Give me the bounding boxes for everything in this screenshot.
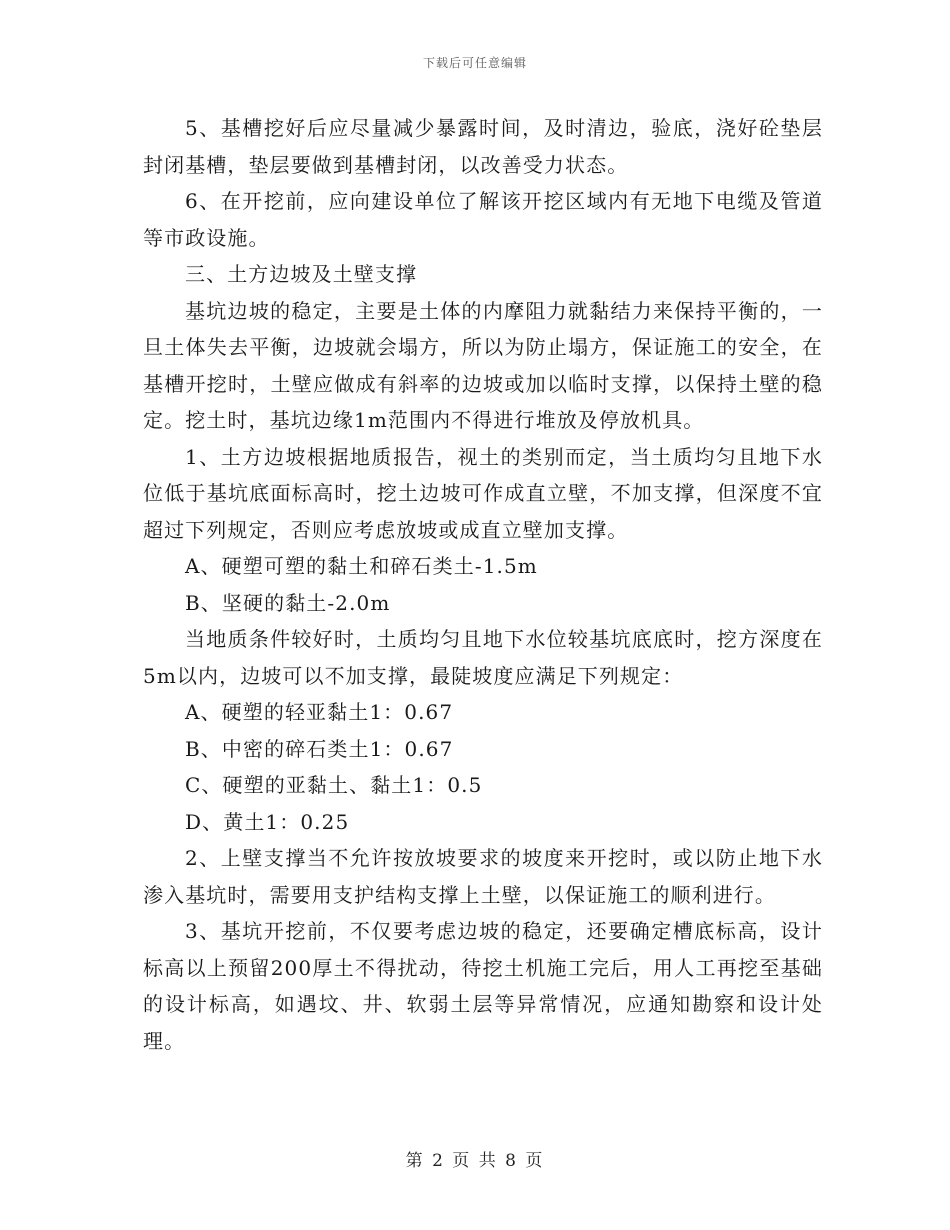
document-body xyxy=(143,110,823,1059)
section-heading: 三、土方边坡及土壁支撑 xyxy=(185,262,418,286)
list-item: B、中密的碎石类土1：0.67 xyxy=(185,736,454,761)
list-item: C、硬塑的亚黏土、黏土1：0.5 xyxy=(185,773,483,797)
paragraph: 2、上壁支撑当不允许按放坡要求的坡度来开挖时，或以防止地下水渗入基坑时，需要用支护结构支撑上土壁，以保证施工的顺利进行。 xyxy=(143,846,823,907)
list-item: B、坚硬的黏土-2.0m xyxy=(185,590,391,615)
list-item: A、硬塑的轻亚黏土1：0.67 xyxy=(185,700,454,724)
list-item: A、硬塑可塑的黏土和碎石类土-1.5m xyxy=(185,554,538,578)
paragraph: 当地质条件较好时，土质均匀且地下水位较基坑底底时，挖方深度在5m以内，边坡可以不加支撑，最陡坡度应满足下列规定： xyxy=(143,627,823,688)
list-item: D、黄土1：0.25 xyxy=(185,809,350,834)
paragraph: 基坑边坡的稳定，主要是土体的内摩阻力就黏结力来保持平衡的，一旦土体失去平衡，边坡就会塌方，所以为防止塌方，保证施工的安全，在基槽开挖时，土壁应做成有斜率的边坡或加以临时支撑，以保持土壁的稳定。挖土时，基坑边缘1m范围内不得进行堆放及停放机具。 xyxy=(143,298,823,432)
paragraph: 6、在开挖前，应向建设单位了解该开挖区域内有无地下电缆及管道等市政设施。 xyxy=(143,189,823,250)
paragraph: 1、土方边坡根据地质报告，视土的类别而定，当土质均匀且地下水位低于基坑底面标高时，挖土边坡可作成直立壁，不加支撑，但深度不宜超过下列规定，否则应考虑放坡或成直立壁加支撑。 xyxy=(143,444,823,542)
page-header: 下载后可任意编辑 xyxy=(422,56,527,70)
paragraph: 5、基槽挖好后应尽量减少暴露时间，及时清边，验底，浇好砼垫层封闭基槽，垫层要做到基槽封闭，以改善受力状态。 xyxy=(143,116,823,177)
page-number-footer: 第 2 页 共 8 页 xyxy=(405,1151,545,1171)
paragraph: 3、基坑开挖前，不仅要考虑边坡的稳定，还要确定槽底标高，设计标高以上预留200厚土不得扰动，待挖土机施工完后，用人工再挖至基础的设计标高，如遇坟、井、软弱土层等异常情况，应通知勘察和设计处理。 xyxy=(143,919,823,1053)
